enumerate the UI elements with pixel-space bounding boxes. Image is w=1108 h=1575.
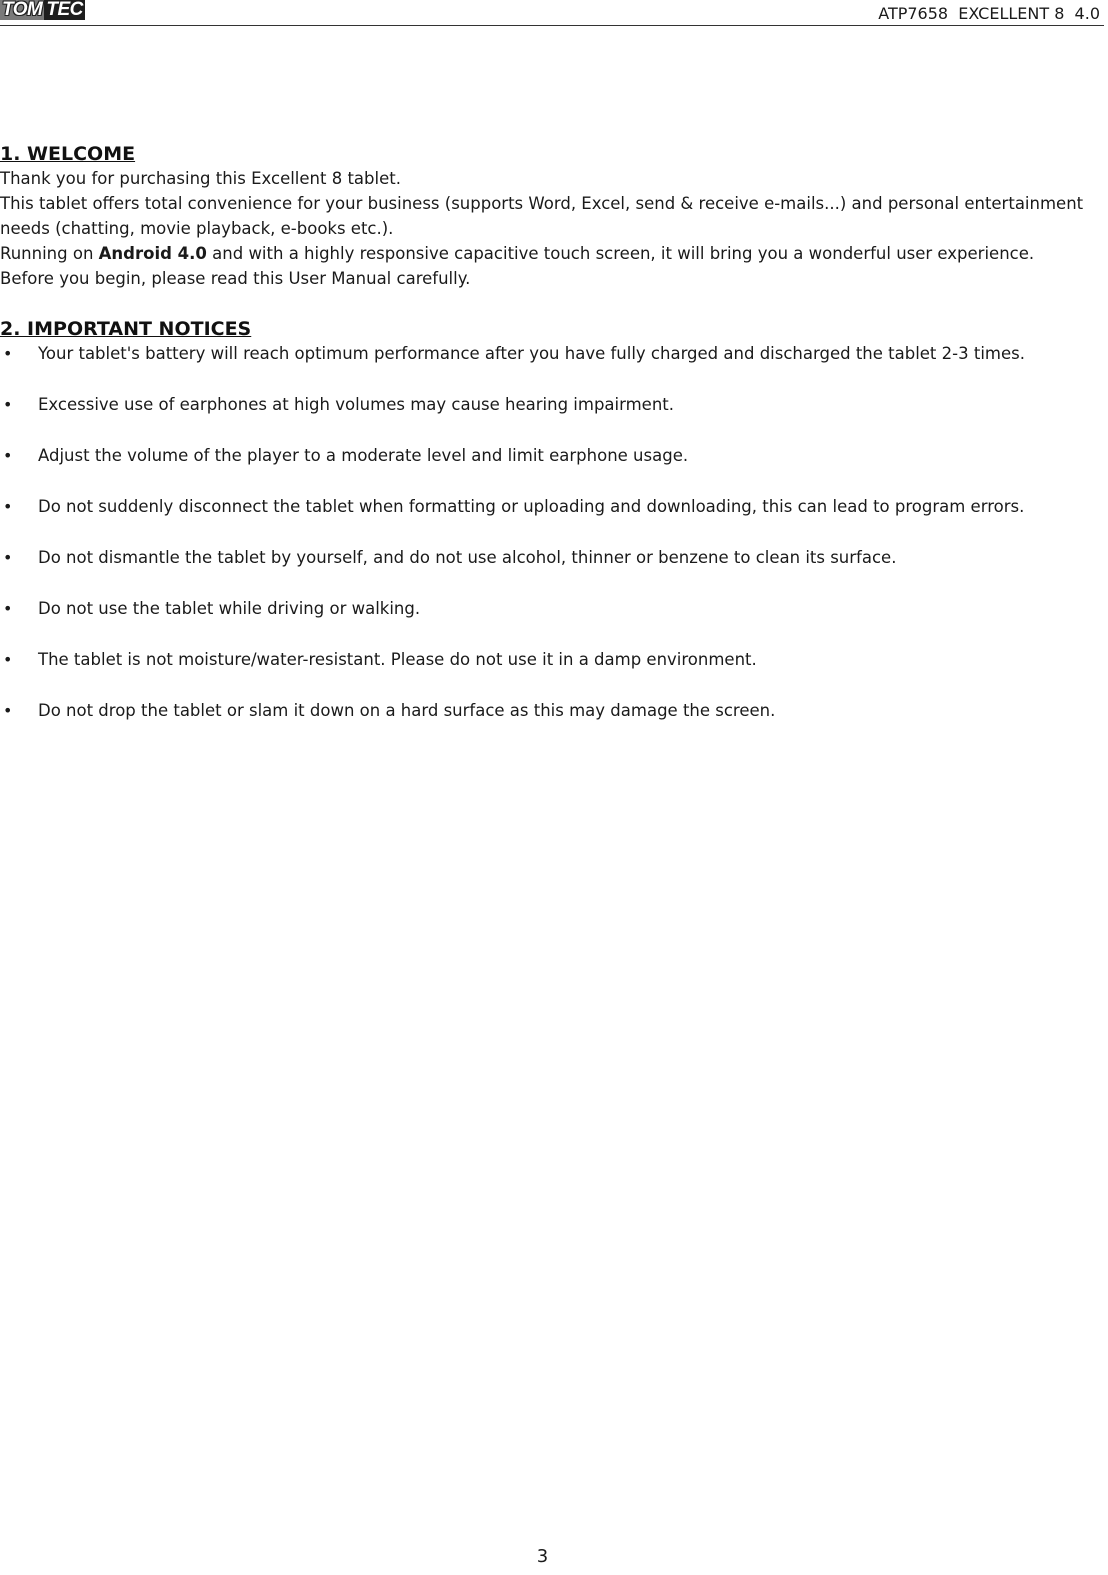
page-number: 3 xyxy=(536,1546,549,1567)
list-item: • Do not dismantle the tablet by yourself, and do not use alcohol, thinner or benzene to clean its surface. xyxy=(0,545,1104,570)
logo-part-tec: TEC xyxy=(46,0,83,20)
notices-section xyxy=(0,317,1104,723)
page-header xyxy=(0,0,1104,26)
list-item: • Do not suddenly disconnect the tablet when formatting or uploading and downloading, this can lead to program errors. xyxy=(0,494,1104,519)
list-item: • Do not use the tablet while driving or walking. xyxy=(0,596,1104,621)
welcome-heading: 1. WELCOME xyxy=(0,143,136,165)
android-version: Android 4.0 xyxy=(98,244,207,263)
list-item: • The tablet is not moisture/water-resistant. Please do not use it in a damp environment. xyxy=(0,647,1104,672)
notices-heading: 2. IMPORTANT NOTICES xyxy=(0,318,252,340)
welcome-para-android xyxy=(0,241,1104,266)
model-label: ATP7658 EXCELLENT 8 4.0 xyxy=(878,4,1100,23)
android-text-after: and with a highly responsive capacitive touch screen, it will bring you a wonderful user experience. xyxy=(206,244,1035,263)
list-item: • Do not drop the tablet or slam it down on a hard surface as this may damage the screen. xyxy=(0,698,1104,723)
list-item: • Excessive use of earphones at high volumes may cause hearing impairment. xyxy=(0,392,1104,417)
document-body xyxy=(0,142,1104,749)
welcome-section xyxy=(0,142,1104,291)
logo-part-tom: TOM xyxy=(2,0,43,20)
list-item: • Adjust the volume of the player to a moderate level and limit earphone usage. xyxy=(0,443,1104,468)
welcome-para-thanks: Thank you for purchasing this Excellent 8 tablet. xyxy=(0,169,401,188)
welcome-para-convenience: This tablet offers total convenience for your business (supports Word, Excel, send & receive e-mails...) and personal entertainment needs (chatting, movie playback, e-books etc.). xyxy=(0,194,1084,238)
notices-list xyxy=(0,341,1104,723)
brand-logo xyxy=(0,0,85,20)
list-item: • Your tablet's battery will reach optimum performance after you have fully charged and discharged the tablet 2-3 times. xyxy=(0,341,1104,366)
android-text-before: Running on xyxy=(0,244,99,263)
welcome-para-read-manual: Before you begin, please read this User Manual carefully. xyxy=(0,269,471,288)
